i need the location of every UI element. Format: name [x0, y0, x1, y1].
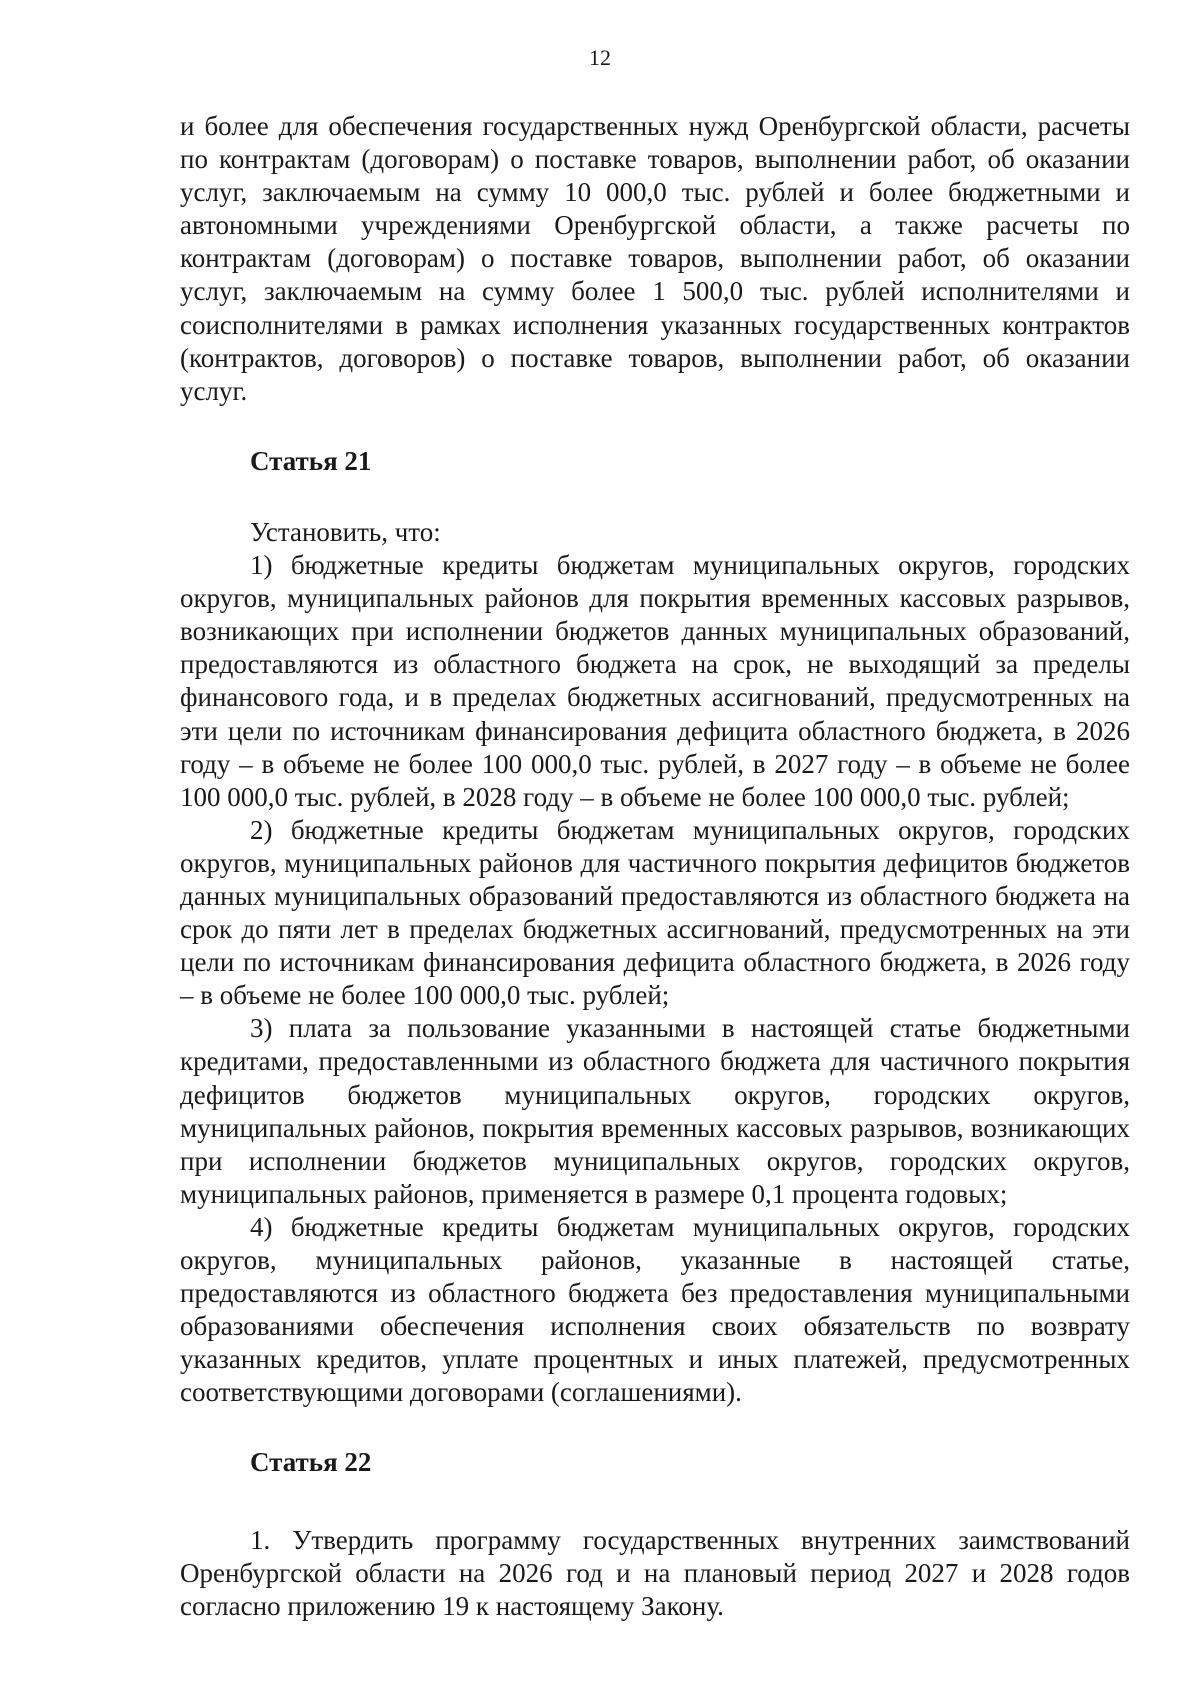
document-body — [180, 110, 1130, 1623]
article-21-item-3: 3) плата за пользование указанными в настоящей статье бюджетными кредитами, предоставленными из областного бюджета для частичного покрытия дефицитов бюджетов муниципальных округов, городских округов, муниципальных районов, покрытия временных кассовых разрывов, возникающих при исполнении бюджетов муниципальных округов, городских округов, муниципальных районов, применяется в размере 0,1 процента годовых; — [180, 1013, 1130, 1209]
article-22-item-1: 1. Утвердить программу государственных внутренних заимствований Оренбургской области на 2026 год и на плановый период 2027 и 2028 годов согласно приложению 19 к настоящему Закону. — [180, 1524, 1130, 1621]
article-21-item-4: 4) бюджетные кредиты бюджетам муниципальных округов, городских округов, муниципальных районов, указанные в настоящей статье, предоставляются из областного бюджета без предоставления муниципальными образованиями обеспечения исполнения своих обязательств по возврату указанных кредитов, уплате процентных и иных платежей, предусмотренных соответствующими договорами (соглашениями). — [180, 1211, 1130, 1408]
spacer — [180, 1409, 1130, 1446]
article-21-heading: Статья 21 — [250, 445, 372, 476]
article-21-item-2: 2) бюджетные кредиты бюджетам муниципальных округов, городских округов, муниципальных районов для частичного покрытия дефицитов бюджетов данных муниципальных образований предоставляются из областного бюджета на срок до пяти лет в пределах бюджетных ассигнований, предусмотренных на эти цели по источникам финансирования дефицита областного бюджета, в 2026 году – в объеме не более 100 000,0 тыс. рублей; — [180, 814, 1130, 1011]
spacer — [180, 1480, 1130, 1524]
intro-paragraph: и более для обеспечения государственных нужд Оренбургской области, расчеты по контрактам (договорам) о поставке товаров, выполнении работ, об оказании услуг, заключаемым на сумму 10 000,0 тыс. рублей и более бюджетными и автономными учреждениями Оренбургской области, а также расчеты по контрактам (договорам) о поставке товаров, выполнении работ, об оказании услуг, заключаемым на сумму более 1 500,0 тыс. рублей исполнителями и соисполнителями в рамках исполнения указанных государственных контрактов (контрактов, договоров) о поставке товаров, выполнении работ, об оказании услуг. — [180, 111, 1130, 406]
spacer — [180, 408, 1130, 445]
article-21-item-1: 1) бюджетные кредиты бюджетам муниципальных округов, городских округов, муниципальных районов для покрытия временных кассовых разрывов, возникающих при исполнении бюджетов данных муниципальных образований, предоставляются из областного бюджета на срок, не выходящий за пределы финансового года, и в пределах бюджетных ассигнований, предусмотренных на эти цели по источникам финансирования дефицита областного бюджета, в 2026 году – в объеме не более 100 000,0 тыс. рублей, в 2027 году – в объеме не более 100 000,0 тыс. рублей, в 2028 году – в объеме не более 100 000,0 тыс. рублей; — [180, 550, 1130, 812]
article-22-heading: Статья 22 — [250, 1447, 372, 1478]
article-21-lead: Установить, что: — [250, 516, 441, 547]
page-number: 12 — [589, 45, 611, 70]
spacer — [180, 478, 1130, 516]
